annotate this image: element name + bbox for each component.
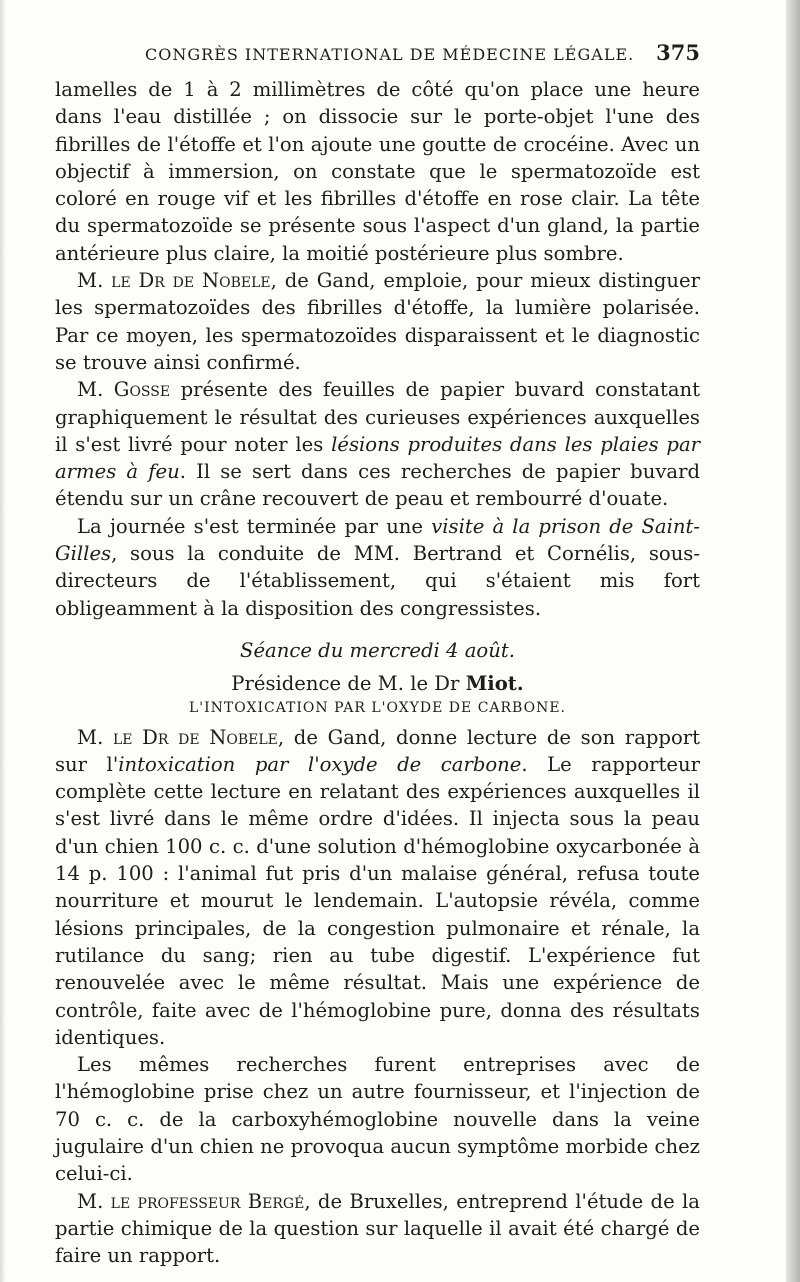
italic-phrase: lésions produites dans les plaies par armes à feu <box>55 432 700 484</box>
running-header <box>55 40 700 65</box>
paragraph-autre-fournisseur: Les mêmes recherches furent entreprises avec de l'hémoglobine prise chez un autre fournisseur, et l'injection de 70 c. c. de la carboxyhémoglobine nouvelle dans la veine jugulaire d'un chien ne provoqua aucun symptôme morbide chez celui-ci. <box>55 1053 700 1186</box>
speaker-name: M. Gosse <box>77 378 171 402</box>
paragraph-berge <box>55 1188 700 1270</box>
speaker-name: M. le Dr de Nobele <box>77 269 271 293</box>
paragraph-text: présente des feuilles de papier buvard constatant graphiquement le résultat des curieuses expériences auxquelles il s'est livré pour noter les <box>55 378 700 456</box>
paragraph-text: . Il se sert dans ces recherches de papier buvard étendu sur un crâne recouvert de peau et rembourré d'ouate. <box>55 460 700 511</box>
session-date-heading: Séance du mercredi 4 août. <box>240 638 515 662</box>
section-subheading: L'INTOXICATION PAR L'OXYDE DE CARBONE. <box>188 699 566 716</box>
book-page <box>55 0 700 1282</box>
paragraph-text: . Le rapporteur complète cette lecture en relatant des expériences auxquelles il s'est livré dans le même ordre d'idées. Il injecta sous la peau d'un chien 100 c. c. d'une solution d'hémoglobine oxycarbonée à 14 p. 100 : l'animal fut pris d'un malaise général, refusa toute nourriture et mourut le lendemain. L'autopsie révéla, comme lésions principales, de la congestion pulmonaire et rénale, la rutilance du sang; rien au tube digestif. L'expérience fut renouvelée avec le même résultat. Mais une expérience de contrôle, faite avec de l'hémoglobine pure, donna des résultats identiques. <box>55 752 700 1049</box>
speaker-name: M. le Dr de Nobele <box>77 725 278 749</box>
paragraph-gosse <box>55 376 700 512</box>
presidence-prefix: Présidence de M. le Dr <box>231 672 466 696</box>
page-body <box>55 76 700 1269</box>
paragraph-text: , sous la conduite de MM. Bertrand et Cornélis, sous-directeurs de l'établissement, qui s'étaient mis fort obligeamment à la disposition des congressistes. <box>55 542 700 620</box>
presidence-line <box>55 670 700 697</box>
page-gutter-shadow <box>0 0 6 1282</box>
running-title: CONGRÈS INTERNATIONAL DE MÉDECINE LÉGALE. <box>145 45 635 64</box>
paragraph-text: , de Gand, donne lecture de son rapport sur l' <box>55 725 701 776</box>
paragraph-continuation: lamelles de 1 à 2 millimètres de côté qu'on place une heure dans l'eau distillée ; on dissocie sur le porte-objet l'une des fibrilles de l'étoffe et l'on ajoute une goutte de crocéine. Avec un objectif à immersion, on constate que le spermatozoïde est coloré en rouge vif et les fibrilles d'étoffe en rose clair. La tête du spermatozoïde se présente sous l'aspect d'un gland, la partie antérieure plus claire, la moitié postérieure plus sombre. <box>55 78 700 265</box>
paragraph-de-nobele-polarisation <box>55 267 700 376</box>
italic-phrase: visite à la prison de Saint-Gilles <box>55 514 700 566</box>
president-name: Miot. <box>465 672 524 696</box>
paragraph-de-nobele-rapport <box>55 724 700 1052</box>
paragraph-text: , de Gand, emploie, pour mieux distinguer les spermatozoïdes des fibrilles d'étoffe, la lumière polarisée. Par ce moyen, les spermatozoïdes disparaissent et le diagnostic se trouve ainsi confirmé. <box>55 269 701 374</box>
speaker-name: M. le professeur Bergé <box>77 1189 305 1213</box>
paragraph-text: La journée s'est terminée par une <box>77 514 432 538</box>
paragraph-text: , de Bruxelles, entreprend l'étude de la partie chimique de la question sur laquelle il avait été chargé de faire un rapport. <box>55 1189 700 1268</box>
page-number: 375 <box>656 40 700 65</box>
italic-phrase: intoxication par l'oxyde de carbone <box>118 752 522 776</box>
paragraph-prison-visit <box>55 513 700 622</box>
page-edge-shadow <box>786 0 800 1282</box>
